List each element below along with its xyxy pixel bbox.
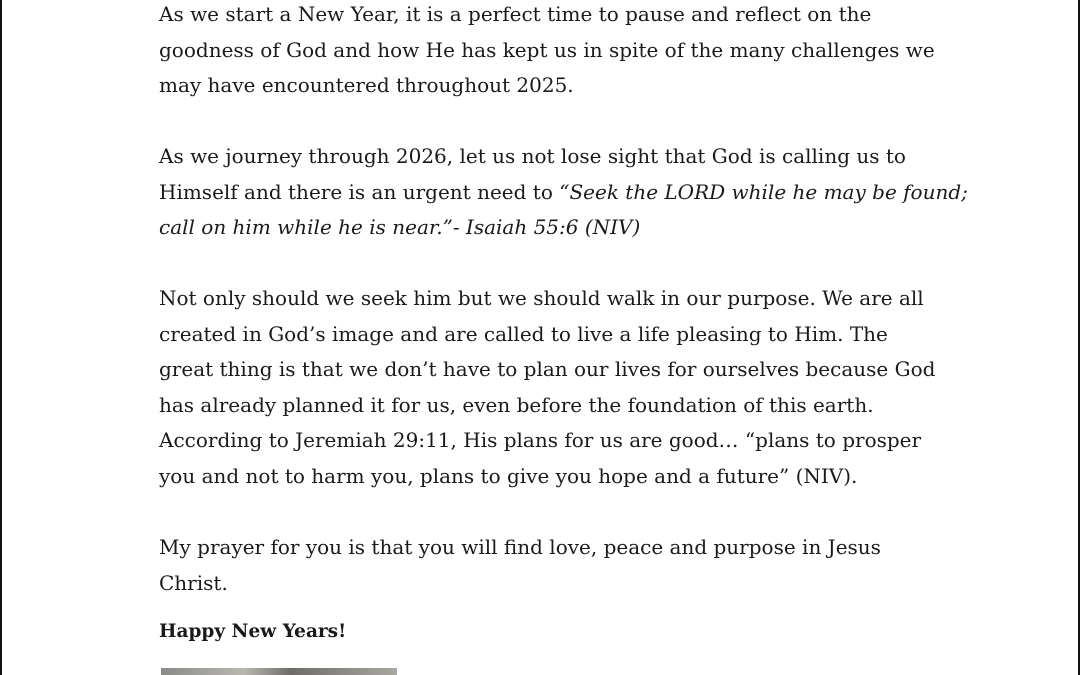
text-line: you and not to harm you, plans to give you hope and a future” (NIV). xyxy=(159,463,858,488)
paragraph-purpose xyxy=(159,281,935,494)
paragraph-prayer xyxy=(159,530,881,601)
text-line: According to Jeremiah 29:11, His plans for us are good… “plans to prosper xyxy=(159,428,922,452)
text-line: may have encountered throughout 2025. xyxy=(159,73,574,97)
text-line xyxy=(159,175,968,211)
text-line: created in God’s image and are called to live a life pleasing to Him. The xyxy=(159,321,888,346)
text-line xyxy=(159,210,968,246)
paragraph-seek-the-lord xyxy=(159,139,968,246)
text-line: As we journey through 2026, let us not lose sight that God is calling us to xyxy=(159,144,906,168)
scripture-quote-citation: call on him while he is near.”- Isaiah 55:6 (NIV) xyxy=(159,215,641,239)
text-line: great thing is that we don’t have to plan our lives for ourselves because God xyxy=(159,357,936,381)
text-line: goodness of God and how He has kept us in spite of the many challenges we xyxy=(159,37,935,62)
text-line: Not only should we seek him but we should walk in our purpose. We are all xyxy=(159,286,924,310)
closing-greeting: Happy New Years! xyxy=(159,621,347,642)
photo-image xyxy=(161,668,397,675)
text-line: My prayer for you is that you will find love, peace and purpose in Jesus xyxy=(159,535,881,559)
scripture-quote: “Seek the LORD while he may be found; xyxy=(559,179,968,204)
text-line: has already planned it for us, even before the foundation of this earth. xyxy=(159,392,874,417)
text-segment: Himself and there is an urgent need to xyxy=(159,179,560,204)
left-border xyxy=(0,0,2,675)
text-line: As we start a New Year, it is a perfect time to pause and reflect on the xyxy=(159,2,872,26)
text-line: Christ. xyxy=(159,570,228,595)
paragraph-new-year-reflection xyxy=(159,0,935,104)
